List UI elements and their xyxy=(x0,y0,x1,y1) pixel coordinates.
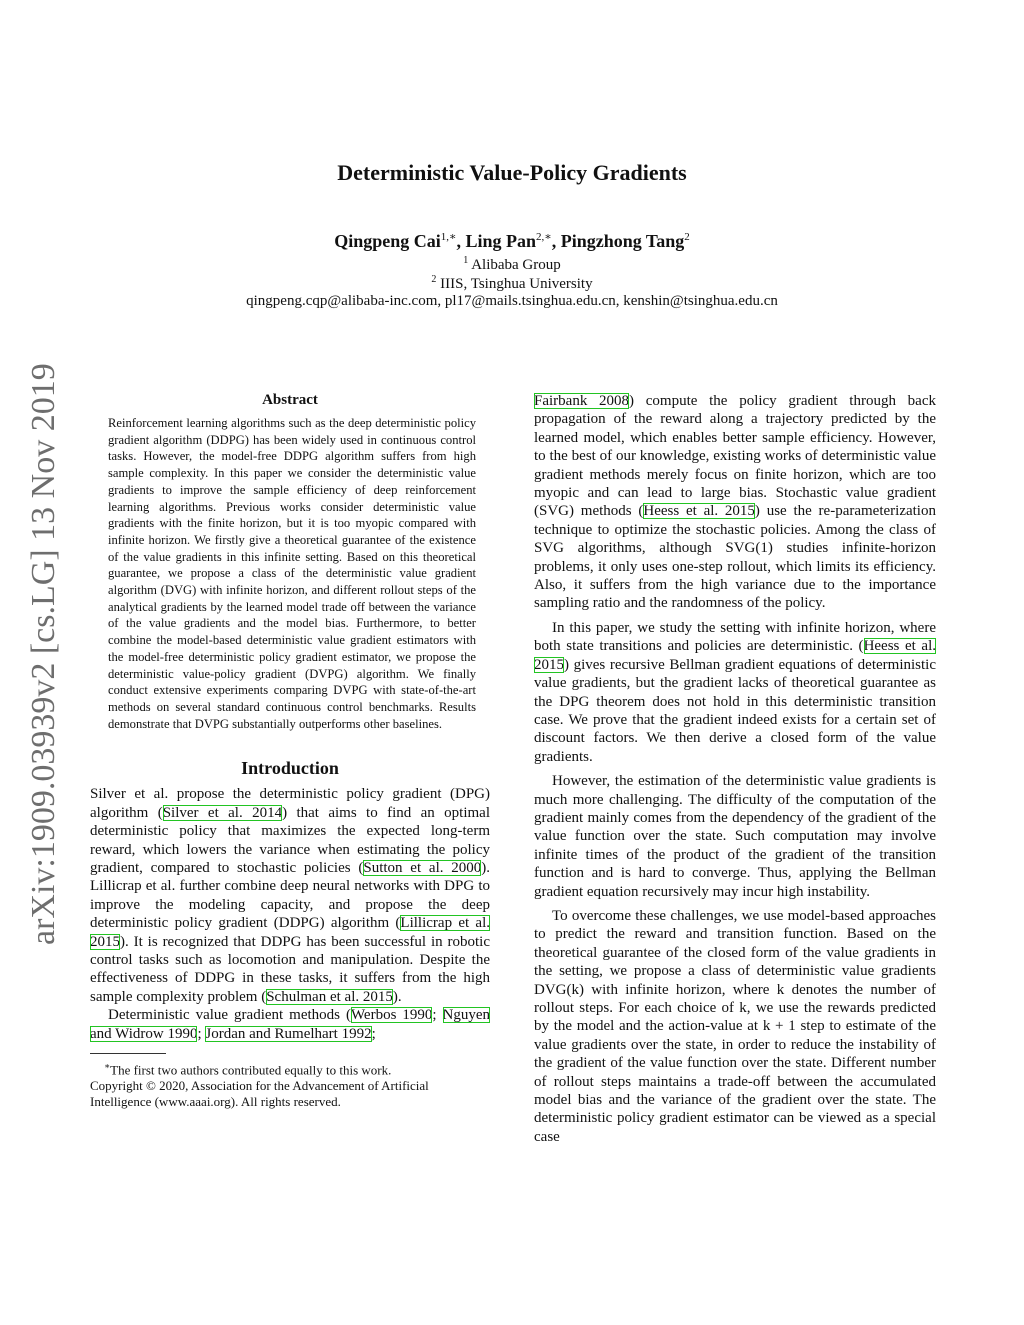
affiliation-number: 1 xyxy=(463,255,469,266)
paragraph-text: Deterministic value gradient methods ( xyxy=(108,1007,351,1024)
affiliation-name: IIIS, Tsinghua University xyxy=(440,276,593,292)
citation-link[interactable]: Fairbank 2008 xyxy=(534,393,630,409)
paragraph-text: ) compute the policy gradient through back propagation of the reward along a trajectory predicted by the learned model, which enables better sample efficiency. However, to the best of our knowledge, existing works of deterministic value gradient methods merely focus on finite horizon, which are too myopic and can lead to large bias. Stochastic value gradient (SVG) methods ( xyxy=(534,393,936,520)
paragraph-text: ). xyxy=(392,988,402,1005)
author-separator: , xyxy=(551,231,561,251)
paragraph-text: ) use the re-parameterization technique to optimize the stochastic policies. Among the class of SVG algorithms, although SVG(1) studies infinite-horizon problems, it only uses one-step rollout, which limits its efficiency. Also, it suffers from the high variance due to the importance sampling ratio and the randomness of the policy. xyxy=(534,503,936,612)
affiliation-number: 2 xyxy=(431,274,437,285)
author-affiliation-mark: 2,∗ xyxy=(536,231,552,243)
copyright-notice: Copyright © 2020, Association for the Advancement of Artificial Intelligence (www.aaai.org). All rights reserved. xyxy=(90,1078,429,1110)
citation-link[interactable]: Heess et al. 2015 xyxy=(534,638,936,673)
citation-link[interactable]: Nguyen and Widrow 1990 xyxy=(90,1007,491,1042)
paragraph-text: ; xyxy=(432,1007,443,1024)
citation-link[interactable]: Schulman et al. 2015 xyxy=(266,988,393,1005)
body-paragraph xyxy=(534,619,936,766)
author-name: Pingzhong Tang xyxy=(560,231,685,251)
author-list xyxy=(0,230,1024,252)
paragraph-text: ; xyxy=(197,1025,206,1042)
footnote-divider xyxy=(90,1053,166,1054)
paragraph-text: ). Lillicrap et al. further combine deep neural networks with DPG to improve the modeling capacity, and propose the deep deterministic policy gradient (DDPG) algorithm ( xyxy=(90,859,491,932)
abstract-heading: Abstract xyxy=(262,392,318,408)
citation-link[interactable]: Lillicrap et al. 2015 xyxy=(90,915,490,950)
paragraph-text: ) that aims to find an optimal deterministic policy that maximizes the expected long-term reward, which lowers the variance when estimating the policy gradient, compared to stochastic policies ( xyxy=(90,804,490,876)
body-paragraph: To overcome these challenges, we use model-based approaches to predict the reward and transition function. Based on the theoretical guarantee of the closed form of the value gradients in the setting, we propose a class of deterministic value gradients DVG(k) with infinite horizon, where k denotes the number of rollout steps. For each choice of k, we use the rewards predicted by the model and the action-value at k + 1 step to estimate of the value gradients over the state, in order to reduce the instability of the gradient of the value function over the state. Different number of rollout steps maintains a trade-off between the accumulated model bias and the variance of the gradient over the state. The deterministic policy gradient estimator can be viewed as a special case xyxy=(534,907,936,1145)
affiliation-line xyxy=(0,255,1024,274)
paragraph-text: Silver et al. propose the deterministic policy gradient (DPG) algorithm ( xyxy=(90,786,490,821)
author-separator: , xyxy=(456,231,466,251)
author-name: Ling Pan xyxy=(465,231,536,251)
author-affiliation-mark: 2 xyxy=(684,231,690,243)
citation-link[interactable]: Werbos 1990 xyxy=(350,1007,433,1024)
left-column xyxy=(90,392,490,1110)
abstract-text: Reinforcement learning algorithms such as the deep deterministic policy gradient algorithm (DDPG) has been widely used in continuous control tasks. However, the model-free DDPG algorithm suffers from high sample complexity. In this paper we consider the deterministic value gradients to improve the sample efficiency of deep reinforcement learning algorithms. Previous works consider deterministic value gradients with the finite horizon, but it is too myopic compared with infinite horizon. We firstly give a theoretical guarantee of the existence of the value gradients in this infinite setting. Based on this theoretical guarantee, we propose a class of the deterministic value gradient algorithm (DVG) with infinite horizon, and different rollout steps of the analytical gradients by the learned model trade off between the variance of the value gradients and the model bias. Furthermore, to better combine the model-based deterministic value gradient estimators with the model-free deterministic policy gradient estimator, we propose the deterministic value-policy gradient (DVPG) algorithm. We finally conduct extensive experiments comparing DVPG with state-of-the-art methods on several standard continuous control benchmarks. Results demonstrate that DVPG substantially outperforms other baselines. xyxy=(108,416,476,731)
paragraph-text: ). It is recognized that DDPG has been successful in robotic control tasks such as locomotion and manipulation. Despite the effectiveness of DDPG in these tasks, it suffers from the high sample complexity problem ( xyxy=(90,933,490,1005)
arxiv-identifier-stamp: arXiv:1909.03939v2 [cs.LG] 13 Nov 2019 xyxy=(25,363,62,945)
affiliation-name: Alibaba Group xyxy=(471,257,561,273)
footnote-mark: ∗ xyxy=(104,1061,111,1072)
paragraph-text: In this paper, we study the setting with infinite horizon, where both state transitions and policies are deterministic. ( xyxy=(534,619,936,655)
citation-link[interactable]: Silver et al. 2014 xyxy=(162,804,283,821)
intro-paragraph xyxy=(90,785,490,1006)
paper-title: Deterministic Value-Policy Gradients xyxy=(337,160,687,185)
footnote-text: The first two authors contributed equally to this work. xyxy=(110,1062,392,1078)
affiliation-line xyxy=(0,274,1024,293)
author-affiliation-mark: 1,∗ xyxy=(440,231,457,243)
citation-link[interactable]: Heess et al. 2015 xyxy=(643,503,755,520)
author-name: Qingpeng Cai xyxy=(334,231,441,251)
intro-paragraph xyxy=(90,1006,490,1043)
right-column xyxy=(534,392,936,1146)
paragraph-text: ) gives recursive Bellman gradient equations of deterministic value gradients, but the gradient lacks of theoretical guarantee as the DPG theorem does not hold in this deterministic transition case. We prove that the gradient indeed exists for a certain set of discount factors. We then derive a closed form of the value gradients. xyxy=(534,656,936,765)
body-paragraph: However, the estimation of the deterministic value gradients is much more challenging. The difficulty of the computation of the gradient mainly comes from the dependency of the gradient of the value function over the state. Such computation may involve infinite times of the product of the gradient of the transition function and is hard to converge. Thus, applying the Bellman gradient equation recursively may incur high instability. xyxy=(534,773,936,900)
introduction-heading: Introduction xyxy=(241,758,339,779)
body-paragraph xyxy=(534,392,936,613)
citation-link[interactable]: Sutton et al. 2000 xyxy=(363,859,482,876)
citation-link[interactable]: Jordan and Rumelhart 1992 xyxy=(205,1025,372,1042)
footnote-equal-contribution xyxy=(90,1058,490,1078)
paragraph-text: ; xyxy=(371,1025,376,1042)
author-emails: qingpeng.cqp@alibaba-inc.com, pl17@mails.tsinghua.edu.cn, kenshin@tsinghua.edu.cn xyxy=(246,293,778,309)
